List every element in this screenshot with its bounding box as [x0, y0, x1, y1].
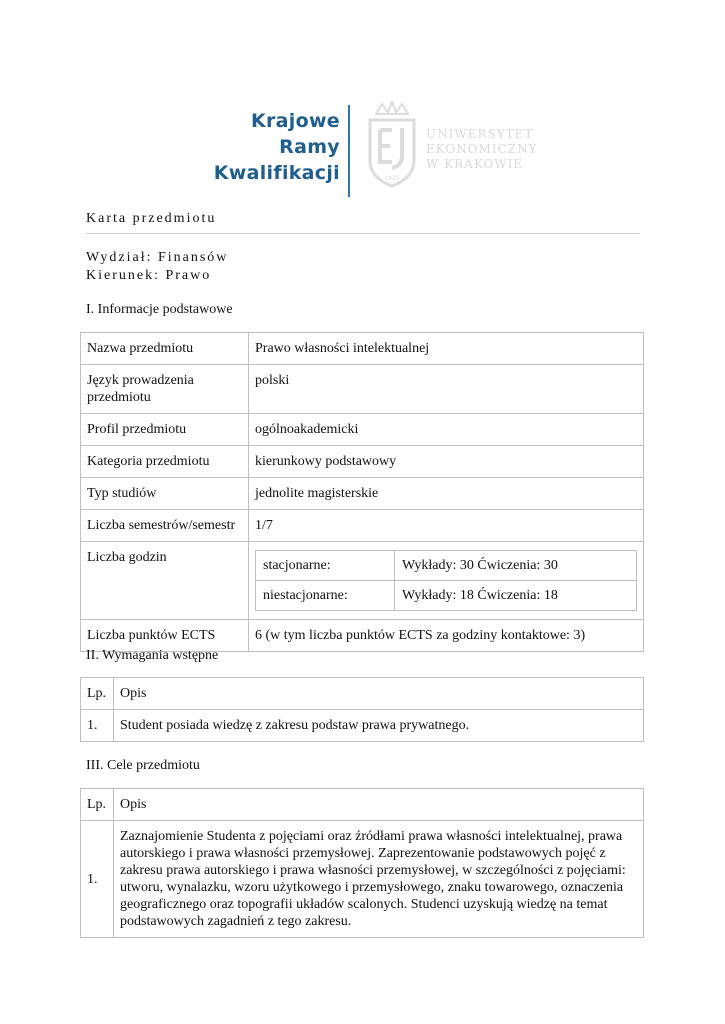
hours-table	[255, 550, 637, 611]
table-header-row	[81, 678, 644, 710]
cell-label: Kategoria przedmiotu	[81, 446, 249, 478]
document-title: Karta przedmiotu	[86, 211, 217, 226]
krk-logo	[213, 100, 340, 200]
table-row	[256, 581, 637, 611]
row-number: 1.	[81, 821, 114, 938]
uni-line-2: EKONOMICZNY	[426, 142, 538, 156]
cell-label: Liczba punktów ECTS	[81, 620, 249, 652]
uni-line-1: UNIWERSYTET	[426, 127, 534, 141]
header-logo	[213, 100, 560, 200]
table-row	[81, 620, 644, 652]
hours-value: Wykłady: 30 Ćwiczenia: 30	[395, 551, 637, 581]
university-name	[426, 127, 538, 172]
table-header-row	[81, 789, 644, 821]
study-mode: niestacjonarne:	[256, 581, 395, 611]
logo-divider	[348, 105, 350, 197]
krk-logo-text	[214, 108, 340, 186]
krk-line-1: Krajowe	[250, 110, 340, 132]
table-row	[81, 710, 644, 742]
table-row	[81, 821, 644, 938]
column-header-lp: Lp.	[81, 789, 114, 821]
krk-line-2: Ramy	[279, 136, 340, 158]
table-row	[81, 478, 644, 510]
prerequisites-table	[80, 677, 644, 742]
krk-line-3: Kwalifikacji	[213, 162, 340, 184]
objectives-table	[80, 788, 644, 938]
cell-value: Prawo własności intelektualnej	[249, 333, 644, 365]
cell-label: Nazwa przedmiotu	[81, 333, 249, 365]
university-crest-icon	[362, 100, 422, 192]
title-divider	[86, 233, 640, 234]
column-header-opis: Opis	[114, 678, 644, 710]
section-title-prerequisites: II. Wymagania wstępne	[86, 648, 219, 663]
row-description: Student posiada wiedzę z zakresu podstaw prawa prywatnego.	[114, 710, 644, 742]
cell-value: jednolite magisterskie	[249, 478, 644, 510]
document-meta	[86, 249, 228, 285]
uni-line-3: W KRAKOWIE	[426, 157, 524, 171]
field-line: Kierunek: Prawo	[86, 268, 212, 283]
column-header-opis: Opis	[114, 789, 644, 821]
column-header-lp: Lp.	[81, 678, 114, 710]
table-row	[81, 414, 644, 446]
row-description: Zaznajomienie Studenta z pojęciami oraz źródłami prawa własności intelektualnej, prawa autorskiego i prawa własności przemysłowej. Zaprezentowanie podstawowych pojęć z zakresu prawa autorskiego i prawa własności przemysłowej, w szczególności z pojęciami: utworu, wynalazku, wzoru użytkowego i przemysłowego, znaku towarowego, oznaczenia geograficznego oraz topografii układów scalonych. Studenci uzyskują wiedzę na temat podstawowych zagadnień z tego zakresu.	[114, 821, 644, 938]
table-row	[256, 551, 637, 581]
section-title-objectives: III. Cele przedmiotu	[86, 758, 200, 773]
table-row	[81, 542, 644, 620]
table-row	[81, 365, 644, 414]
hours-value: Wykłady: 18 Ćwiczenia: 18	[395, 581, 637, 611]
cell-label: Liczba godzin	[81, 542, 249, 620]
cell-label: Profil przedmiotu	[81, 414, 249, 446]
cell-label: Język prowadzenia przedmiotu	[81, 365, 249, 414]
cell-label: Typ studiów	[81, 478, 249, 510]
basic-info-table	[80, 332, 644, 652]
cell-value: polski	[249, 365, 644, 414]
study-mode: stacjonarne:	[256, 551, 395, 581]
cell-value: ogólnoakademicki	[249, 414, 644, 446]
section-title-basic-info: I. Informacje podstawowe	[86, 302, 233, 317]
hours-cell	[249, 542, 644, 620]
university-year: 1925	[384, 175, 400, 182]
cell-value: 6 (w tym liczba punktów ECTS za godziny kontaktowe: 3)	[249, 620, 644, 652]
cell-value: 1/7	[249, 510, 644, 542]
table-row	[81, 333, 644, 365]
row-number: 1.	[81, 710, 114, 742]
faculty-line: Wydział: Finansów	[86, 250, 229, 265]
table-row	[81, 510, 644, 542]
table-row	[81, 446, 644, 478]
cell-label: Liczba semestrów/semestr	[81, 510, 249, 542]
cell-value: kierunkowy podstawowy	[249, 446, 644, 478]
